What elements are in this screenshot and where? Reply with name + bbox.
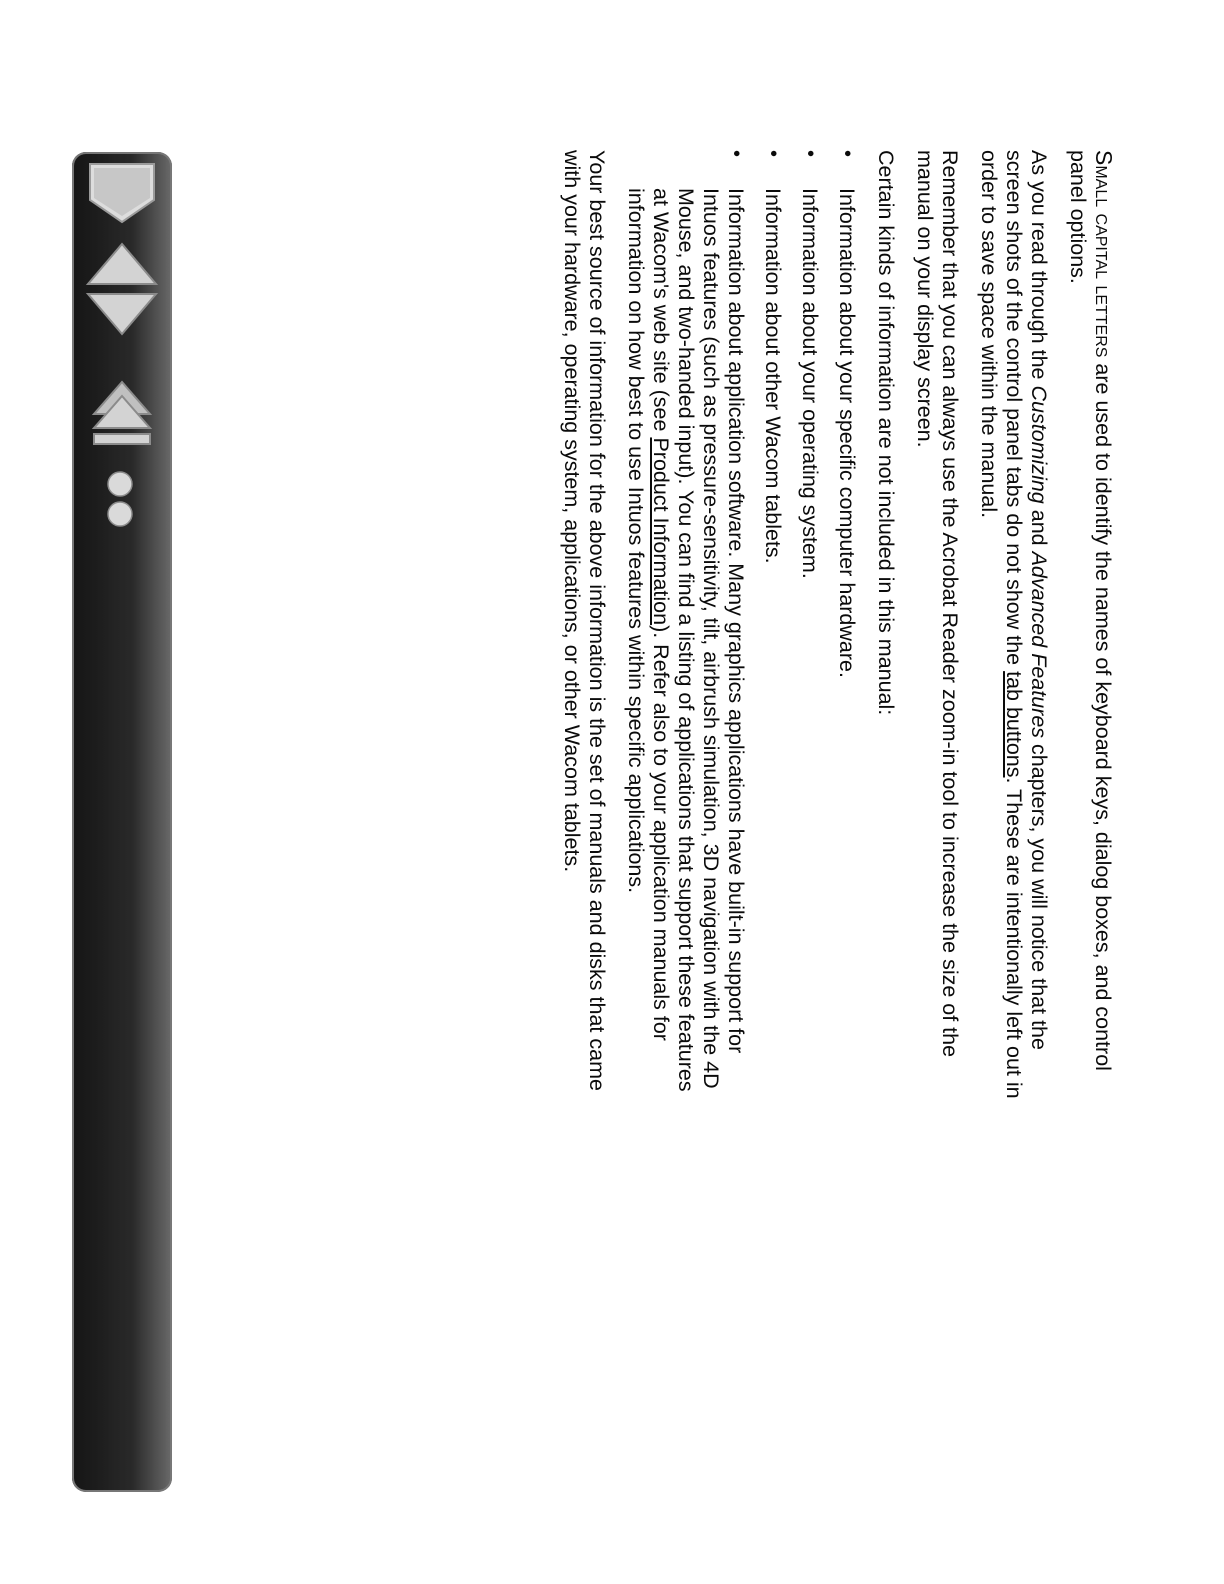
- item4-part-a: Information about application software. Many graphics applications have built-in support for Intuos features (such as pressure-sensitivity, tilt, airbrush simulation, 3D navigation with the 4D Mouse, and two-handed input). You can find a listing of applications that support these features at Wacom's web site (see: [649, 188, 748, 1092]
- paragraph-not-included: Certain kinds of information are not included in this manual:: [874, 150, 898, 716]
- paragraph-zoom-tip: Remember that you can always use the Acrobat Reader zoom-in tool to increase the size of the manual on your display screen.: [913, 150, 962, 1058]
- customizing-chapter-name: Customizing: [1027, 385, 1051, 504]
- bullet-icon: •: [799, 150, 821, 158]
- list-item: [834, 150, 859, 1112]
- bullet-icon: •: [762, 150, 784, 158]
- paragraph-small-caps: [1065, 150, 1116, 1112]
- p2-part-b: and: [1027, 503, 1051, 552]
- nav-dots-icon[interactable]: [100, 470, 140, 530]
- advanced-features-chapter-name: Advanced Features: [1027, 551, 1051, 739]
- bullet-icon: •: [836, 150, 858, 158]
- p2-part-c: chapters, you will notice that the screen shots of the control panel tabs do not show the: [1002, 150, 1051, 1050]
- tab-buttons-link[interactable]: tab buttons: [1002, 671, 1026, 778]
- p2-part-d: . These are intentionally left out in order to save space within the manual.: [977, 150, 1026, 1099]
- list-item-text: Information about other Wacom tablets.: [761, 188, 785, 564]
- paragraph-best-source: Your best source of information for the above information is the set of manuals and disks that came with your hardware, operating system, applications, or other Wacom tablets.: [560, 150, 609, 1091]
- list-item-text: Information about your operating system.: [798, 188, 822, 579]
- bullet-icon: •: [725, 150, 747, 158]
- manual-content: [545, 150, 1116, 1112]
- excluded-info-list: [623, 150, 859, 1112]
- paragraph-screen-shots: [976, 150, 1051, 1112]
- list-item-text: Information about your specific computer hardware.: [835, 188, 859, 678]
- previous-page-icon[interactable]: [84, 240, 160, 288]
- product-information-link[interactable]: Product Information: [649, 437, 673, 626]
- small-caps-lead: Small capital letters: [1091, 150, 1117, 358]
- list-item: [760, 150, 785, 1112]
- home-icon[interactable]: [84, 160, 160, 226]
- list-item: [623, 150, 748, 1112]
- go-back-icon[interactable]: [84, 374, 160, 450]
- list-item: [797, 150, 822, 1112]
- list-item-text: [624, 188, 748, 1092]
- next-page-icon[interactable]: [84, 290, 160, 338]
- navigation-bar: [72, 152, 172, 1492]
- paragraph-1-rest: are used to identify the names of keyboard keys, dialog boxes, and control panel options.: [1066, 150, 1115, 1071]
- item4-part-b: ). Refer also to your application manuals for information on how best to use Intuos features within specific applications.: [624, 188, 673, 1041]
- p2-part-a: As you read through the: [1027, 150, 1051, 386]
